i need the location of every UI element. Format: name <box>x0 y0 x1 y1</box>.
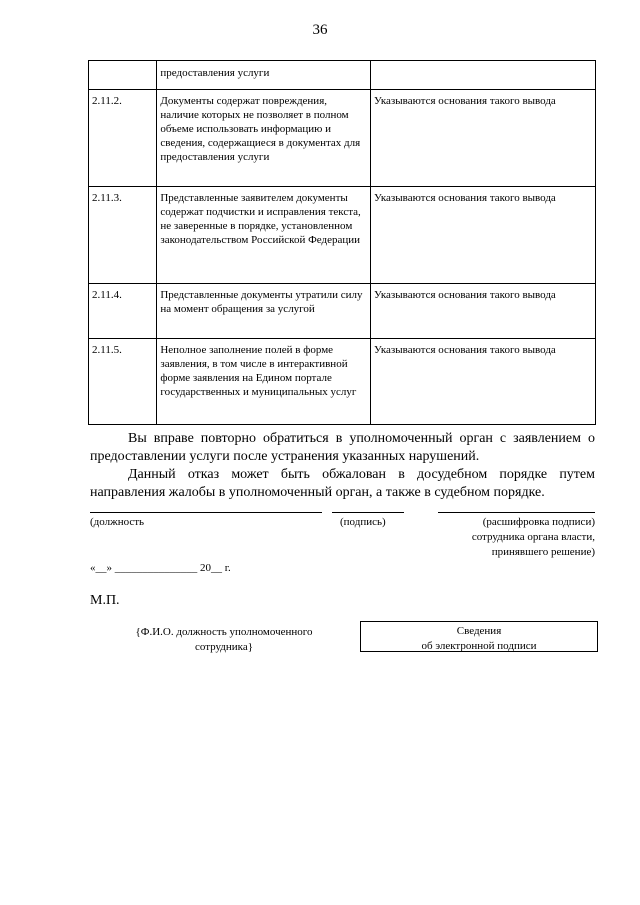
table-cell-ground: Представленные заявителем документы содержат подчистки и исправления текста, не заверенные в порядке, установленном законодательством Российской Федерации <box>157 187 371 284</box>
table-cell-number: 2.11.2. <box>89 90 157 187</box>
decode-label <box>400 515 595 560</box>
date-line: «__» _______________ 20__ г. <box>90 562 231 574</box>
table-cell-ground: Неполное заполнение полей в форме заявления, в том числе в интерактивной форме заявления на Едином портале государственных и муниципальных услуг <box>157 339 371 425</box>
signature-line <box>332 512 404 513</box>
table-cell-reason: Указываются основания такого вывода <box>371 187 596 284</box>
fio-line: сотрудника} <box>194 641 254 653</box>
decode-label-line: (расшифровка подписи) <box>482 516 595 528</box>
table-cell-reason: Указываются основания такого вывода <box>371 284 596 339</box>
official-fio <box>115 625 333 655</box>
table-row <box>89 61 596 90</box>
table-cell-reason: Указываются основания такого вывода <box>371 90 596 187</box>
table-row <box>89 284 596 339</box>
table-cell-number: 2.11.4. <box>89 284 157 339</box>
table-row <box>89 90 596 187</box>
table-cell-reason: Указываются основания такого вывода <box>371 339 596 425</box>
decode-label-line: сотрудника органа власти, <box>471 531 595 543</box>
table-cell-number: 2.11.3. <box>89 187 157 284</box>
position-label: (должность <box>90 516 145 528</box>
table-cell-ground: Представленные документы утратили силу на момент обращения за услугой <box>157 284 371 339</box>
refusal-grounds-table <box>88 60 596 425</box>
table-row <box>89 339 596 425</box>
table-cell-number: 2.11.5. <box>89 339 157 425</box>
table-cell-reason <box>371 61 596 90</box>
fio-line: {Ф.И.О. должность уполномоченного <box>135 626 313 638</box>
table-row <box>89 187 596 284</box>
table-cell-ground: Документы содержат повреждения, наличие которых не позволяет в полном объеме использовать информацию и сведения, содержащиеся в документах для предоставления услуги <box>157 90 371 187</box>
decode-line <box>438 512 595 513</box>
esig-line: Сведения <box>456 625 502 637</box>
signature-label: (подпись) <box>340 516 386 528</box>
table-cell-ground: предоставления услуги <box>157 61 371 90</box>
appeal-paragraph: Данный отказ может быть обжалован в досудебном порядке путем направления жалобы в уполномоченный орган, а также в судебном порядке. <box>90 467 595 500</box>
table-cell-number <box>89 61 157 90</box>
esig-line: об электронной подписи <box>421 640 537 652</box>
electronic-signature-box <box>360 621 598 652</box>
decode-label-line: принявшего решение) <box>491 546 595 558</box>
stamp-placeholder: М.П. <box>90 593 120 608</box>
reapply-paragraph: Вы вправе повторно обратиться в уполномоченный орган с заявлением о предоставлении услуги после устранения указанных нарушений. <box>90 431 595 464</box>
page-number: 36 <box>312 22 328 38</box>
position-line <box>90 512 322 513</box>
